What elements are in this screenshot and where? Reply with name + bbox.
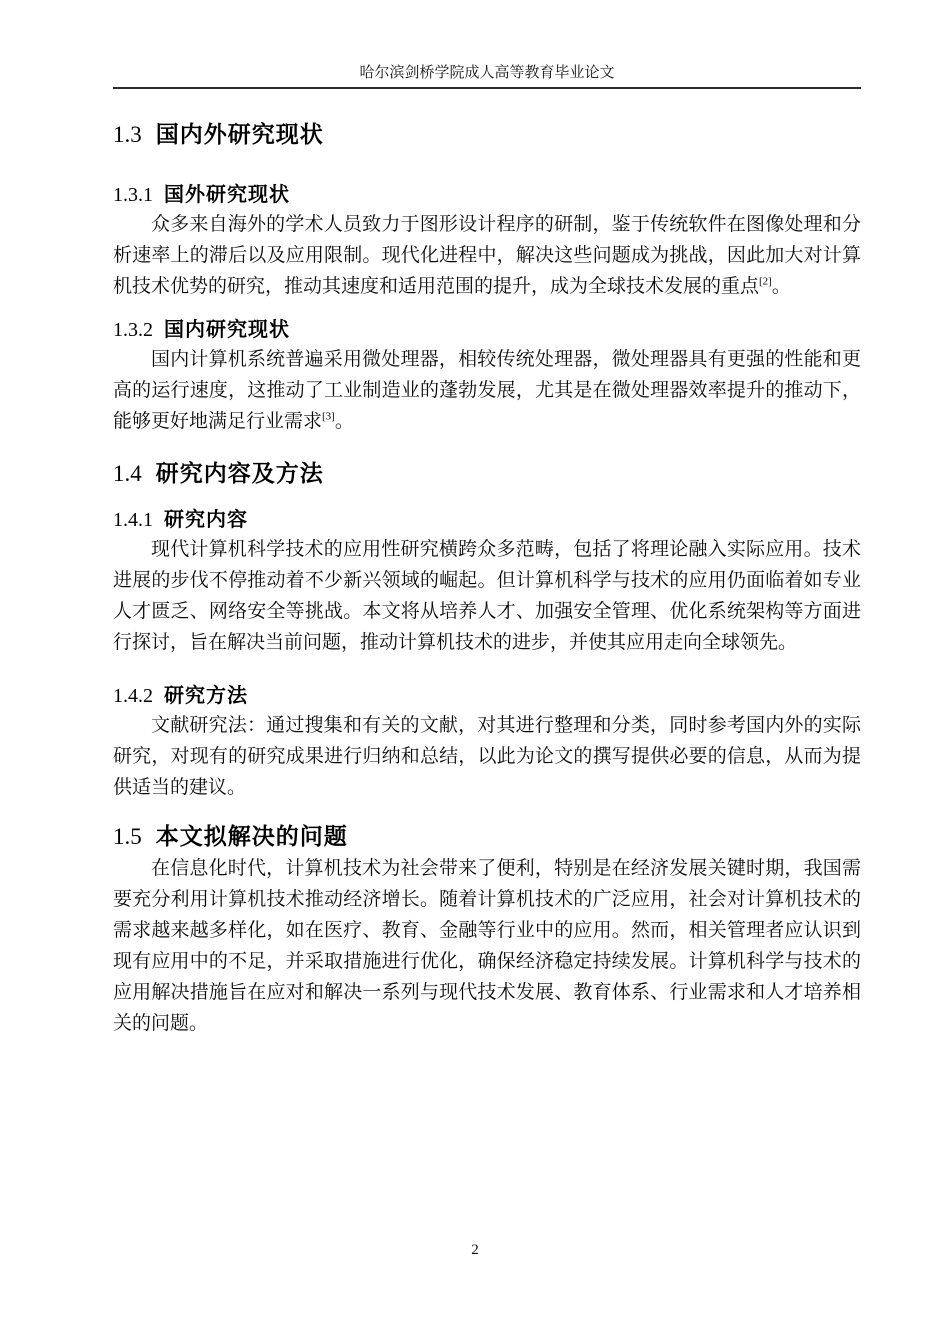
paragraph-research-method: 文献研究法：通过搜集和有关的文献，对其进行整理和分类，同时参考国内外的实际研究，对现有的研究成果进行归纳和总结，以此为论文的撰写提供必要的信息，从而为提供适当的建议。 bbox=[113, 715, 861, 798]
subsection-heading-1-3-2 bbox=[113, 316, 861, 344]
section-heading-1-4 bbox=[113, 457, 861, 490]
paragraph-foreign-research bbox=[113, 209, 861, 302]
subsection-heading-1-3-1 bbox=[113, 181, 861, 209]
page-content bbox=[113, 0, 861, 1039]
paragraph-research-content: 现代计算机科学技术的应用性研究横跨众多范畴，包括了将理论融入实际应用。技术进展的步伐不停推动着不少新兴领域的崛起。但计算机科学与技术的应用仍面临着如专业人才匮乏、网络安全等挑战。本文将从培养人才、加强安全管理、优化系统架构等方面进行探讨，旨在解决当前问题，推动计算机技术的进步，并使其应用走向全球领先。 bbox=[113, 539, 861, 653]
section-title: 国外研究现状 bbox=[164, 184, 290, 206]
section-number: 1.3.2 bbox=[113, 319, 153, 341]
section-title: 研究内容 bbox=[164, 509, 248, 531]
paragraph-domestic-research bbox=[113, 344, 861, 437]
paragraph-problems-to-solve: 在信息化时代，计算机技术为社会带来了便利，特别是在经济发展关键时期，我国需要充分利用计算机技术推动经济增长。随着计算机技术的广泛应用，社会对计算机技术的需求越来越多样化，如在医疗、教育、金融等行业中的应用。然而，相关管理者应认识到现有应用中的不足，并采取措施进行优化，确保经济稳定持续发展。计算机科学与技术的应用解决措施旨在应对和解决一系列与现代技术发展、教育体系、行业需求和人才培养相关的问题。 bbox=[113, 858, 861, 1034]
section-title: 研究内容及方法 bbox=[155, 460, 324, 486]
section-number: 1.3.1 bbox=[113, 184, 153, 206]
header-divider-rule bbox=[113, 87, 861, 89]
page-number: 2 bbox=[471, 1242, 479, 1258]
section-number: 1.4.1 bbox=[113, 509, 153, 531]
section-title: 国内外研究现状 bbox=[155, 121, 324, 147]
section-heading-1-5 bbox=[113, 820, 861, 853]
running-header: 哈尔滨剑桥学院成人高等教育毕业论文 bbox=[359, 65, 615, 81]
section-number: 1.3 bbox=[113, 122, 142, 147]
subsection-heading-1-4-2 bbox=[113, 682, 861, 710]
section-title: 国内研究现状 bbox=[164, 319, 290, 341]
section-title: 本文拟解决的问题 bbox=[155, 823, 348, 849]
citation-ref-2: [2] bbox=[759, 275, 772, 288]
section-number: 1.4.2 bbox=[113, 685, 153, 707]
paragraph-text-tail: 。 bbox=[771, 276, 791, 297]
paragraph-text: 国内计算机系统普遍采用微处理器，相较传统处理器，微处理器具有更强的性能和更高的运行速度，这推动了工业制造业的蓬勃发展，尤其是在微处理器效率提升的推动下，能够更好地满足行业需求 bbox=[113, 349, 861, 432]
citation-ref-3: [3] bbox=[322, 410, 335, 423]
section-number: 1.5 bbox=[113, 824, 142, 849]
subsection-heading-1-4-1 bbox=[113, 506, 861, 534]
section-number: 1.4 bbox=[113, 461, 142, 486]
paragraph-text-tail: 。 bbox=[334, 411, 354, 432]
section-title: 研究方法 bbox=[164, 685, 248, 707]
paragraph-text: 众多来自海外的学术人员致力于图形设计程序的研制，鉴于传统软件在图像处理和分析速率上的滞后以及应用限制。现代化进程中，解决这些问题成为挑战，因此加大对计算机技术优势的研究，推动其速度和适用范围的提升，成为全球技术发展的重点 bbox=[113, 214, 861, 297]
section-heading-1-3 bbox=[113, 118, 861, 151]
